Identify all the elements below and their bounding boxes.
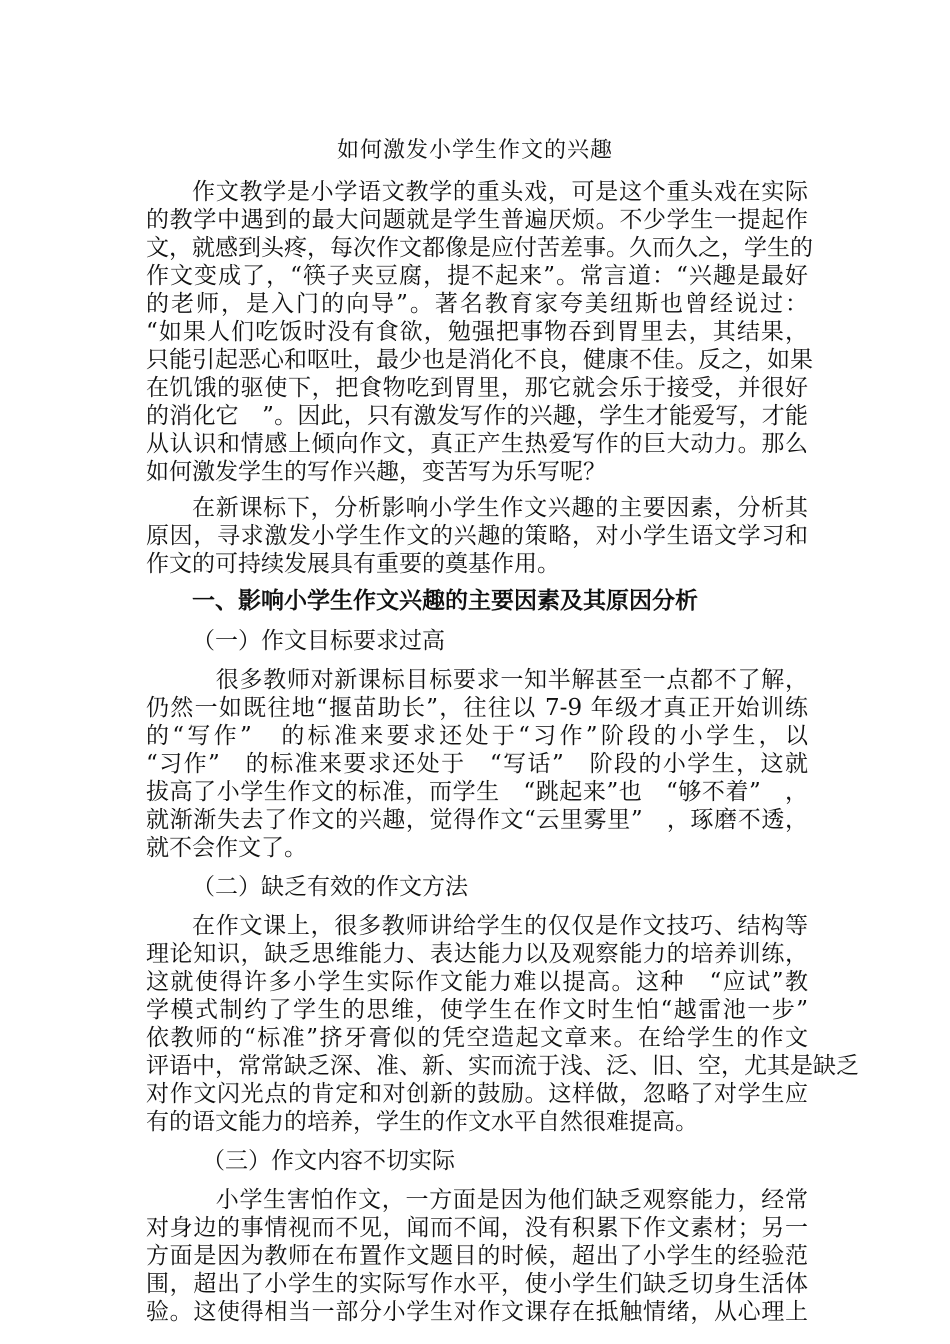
paragraph-line: 作文变成了，“筷子夹豆腐，提不起来”。常言道：“兴趣是最好 — [146, 263, 808, 289]
paragraph-line: 很多教师对新课标目标要求一知半解甚至一点都不了解， — [192, 667, 808, 693]
paragraph-line: 学模式制约了学生的思维，使学生在作文时生怕“越雷池一步” — [146, 997, 808, 1023]
paragraph-line: 依教师的“标准”挤牙膏似的凭空造起文章来。在给学生的作文 — [146, 1025, 808, 1051]
paragraph-line: 的消化它 ”。因此，只有激发写作的兴趣，学生才能爱写，才能 — [146, 403, 808, 429]
paragraph-line: 在作文课上，很多教师讲给学生的仅仅是作文技巧、结构等 — [192, 913, 808, 939]
paragraph-line: 作文教学是小学语文教学的重头戏，可是这个重头戏在实际 — [192, 179, 808, 205]
paragraph-line: 在饥饿的驱使下，把食物吃到胃里，那它就会乐于接受，并很好 — [146, 375, 808, 401]
paragraph-line: 从认识和情感上倾向作文，真正产生热爱写作的巨大动力。那么 — [146, 431, 808, 457]
paragraph-line: 就不会作文了。 — [146, 835, 307, 861]
paragraph-line: “习作” 的标准来要求还处于 “写话” 阶段的小学生，这就 — [146, 751, 808, 777]
subsection-heading: （一）作文目标要求过高 — [192, 628, 445, 654]
paragraph-line: 评语中，常常缺乏深、准、新、实而流于浅、泛、旧、空，尤其是缺乏 — [146, 1053, 859, 1079]
paragraph-line: 小学生害怕作文，一方面是因为他们缺乏观察能力，经常 — [192, 1187, 808, 1213]
paragraph-line: 仍然一如既往地“揠苗助长”，往往以 7-9 年级才真正开始训练 — [146, 695, 808, 721]
paragraph-line: 如何激发学生的写作兴趣，变苦写为乐写呢？ — [146, 459, 606, 485]
section-heading: 一、影响小学生作文兴趣的主要因素及其原因分析 — [192, 588, 698, 614]
paragraph-line: “如果人们吃饭时没有食欲，勉强把事物吞到胃里去，其结果， — [146, 319, 808, 345]
document-title: 如何激发小学生作文的兴趣 — [336, 138, 613, 163]
paragraph-line: 对身边的事情视而不见，闻而不闻，没有积累下作文素材；另一 — [146, 1215, 808, 1241]
paragraph-line: 对作文闪光点的肯定和对创新的鼓励。这样做，忽略了对学生应 — [146, 1081, 808, 1107]
paragraph-line: 就渐渐失去了作文的兴趣，觉得作文“云里雾里” ，琢磨不透， — [146, 807, 808, 833]
paragraph-line: 只能引起恶心和呕吐，最少也是消化不良，健康不佳。反之，如果 — [146, 347, 813, 373]
paragraph-line: 拔高了小学生作文的标准，而学生 “跳起来”也 “够不着” ， — [146, 779, 808, 805]
paragraph-line: 验。这使得相当一部分小学生对作文课存在抵触情绪，从心理上 — [146, 1299, 808, 1325]
subsection-heading: （二）缺乏有效的作文方法 — [192, 874, 468, 900]
paragraph-line: 文，就感到头疼，每次作文都像是应付苦差事。久而久之，学生的 — [146, 235, 813, 261]
paragraph-line: 围，超出了小学生的实际写作水平，使小学生们缺乏切身生活体 — [146, 1271, 808, 1297]
paragraph-line: 的教学中遇到的最大问题就是学生普遍厌烦。不少学生一提起作 — [146, 207, 808, 233]
paragraph-line: 的“写作” 的标准来要求还处于“习作”阶段的小学生，以 — [146, 723, 808, 749]
paragraph-line: 理论知识，缺乏思维能力、表达能力以及观察能力的培养训练， — [146, 941, 808, 967]
paragraph-line: 作文的可持续发展具有重要的奠基作用。 — [146, 551, 560, 577]
paragraph-line: 方面是因为教师在布置作文题目的时候，超出了小学生的经验范 — [146, 1243, 808, 1269]
paragraph-line: 原因，寻求激发小学生作文的兴趣的策略，对小学生语文学习和 — [146, 523, 808, 549]
paragraph-line: 的老师，是入门的向导”。著名教育家夸美纽斯也曾经说过： — [146, 291, 808, 317]
subsection-heading: （三）作文内容不切实际 — [202, 1148, 455, 1174]
paragraph-line: 有的语文能力的培养，学生的作文水平自然很难提高。 — [146, 1109, 698, 1135]
paragraph-line: 这就使得许多小学生实际作文能力难以提高。这种 “应试”教 — [146, 969, 808, 995]
paragraph-line: 在新课标下，分析影响小学生作文兴趣的主要因素，分析其 — [192, 495, 808, 521]
